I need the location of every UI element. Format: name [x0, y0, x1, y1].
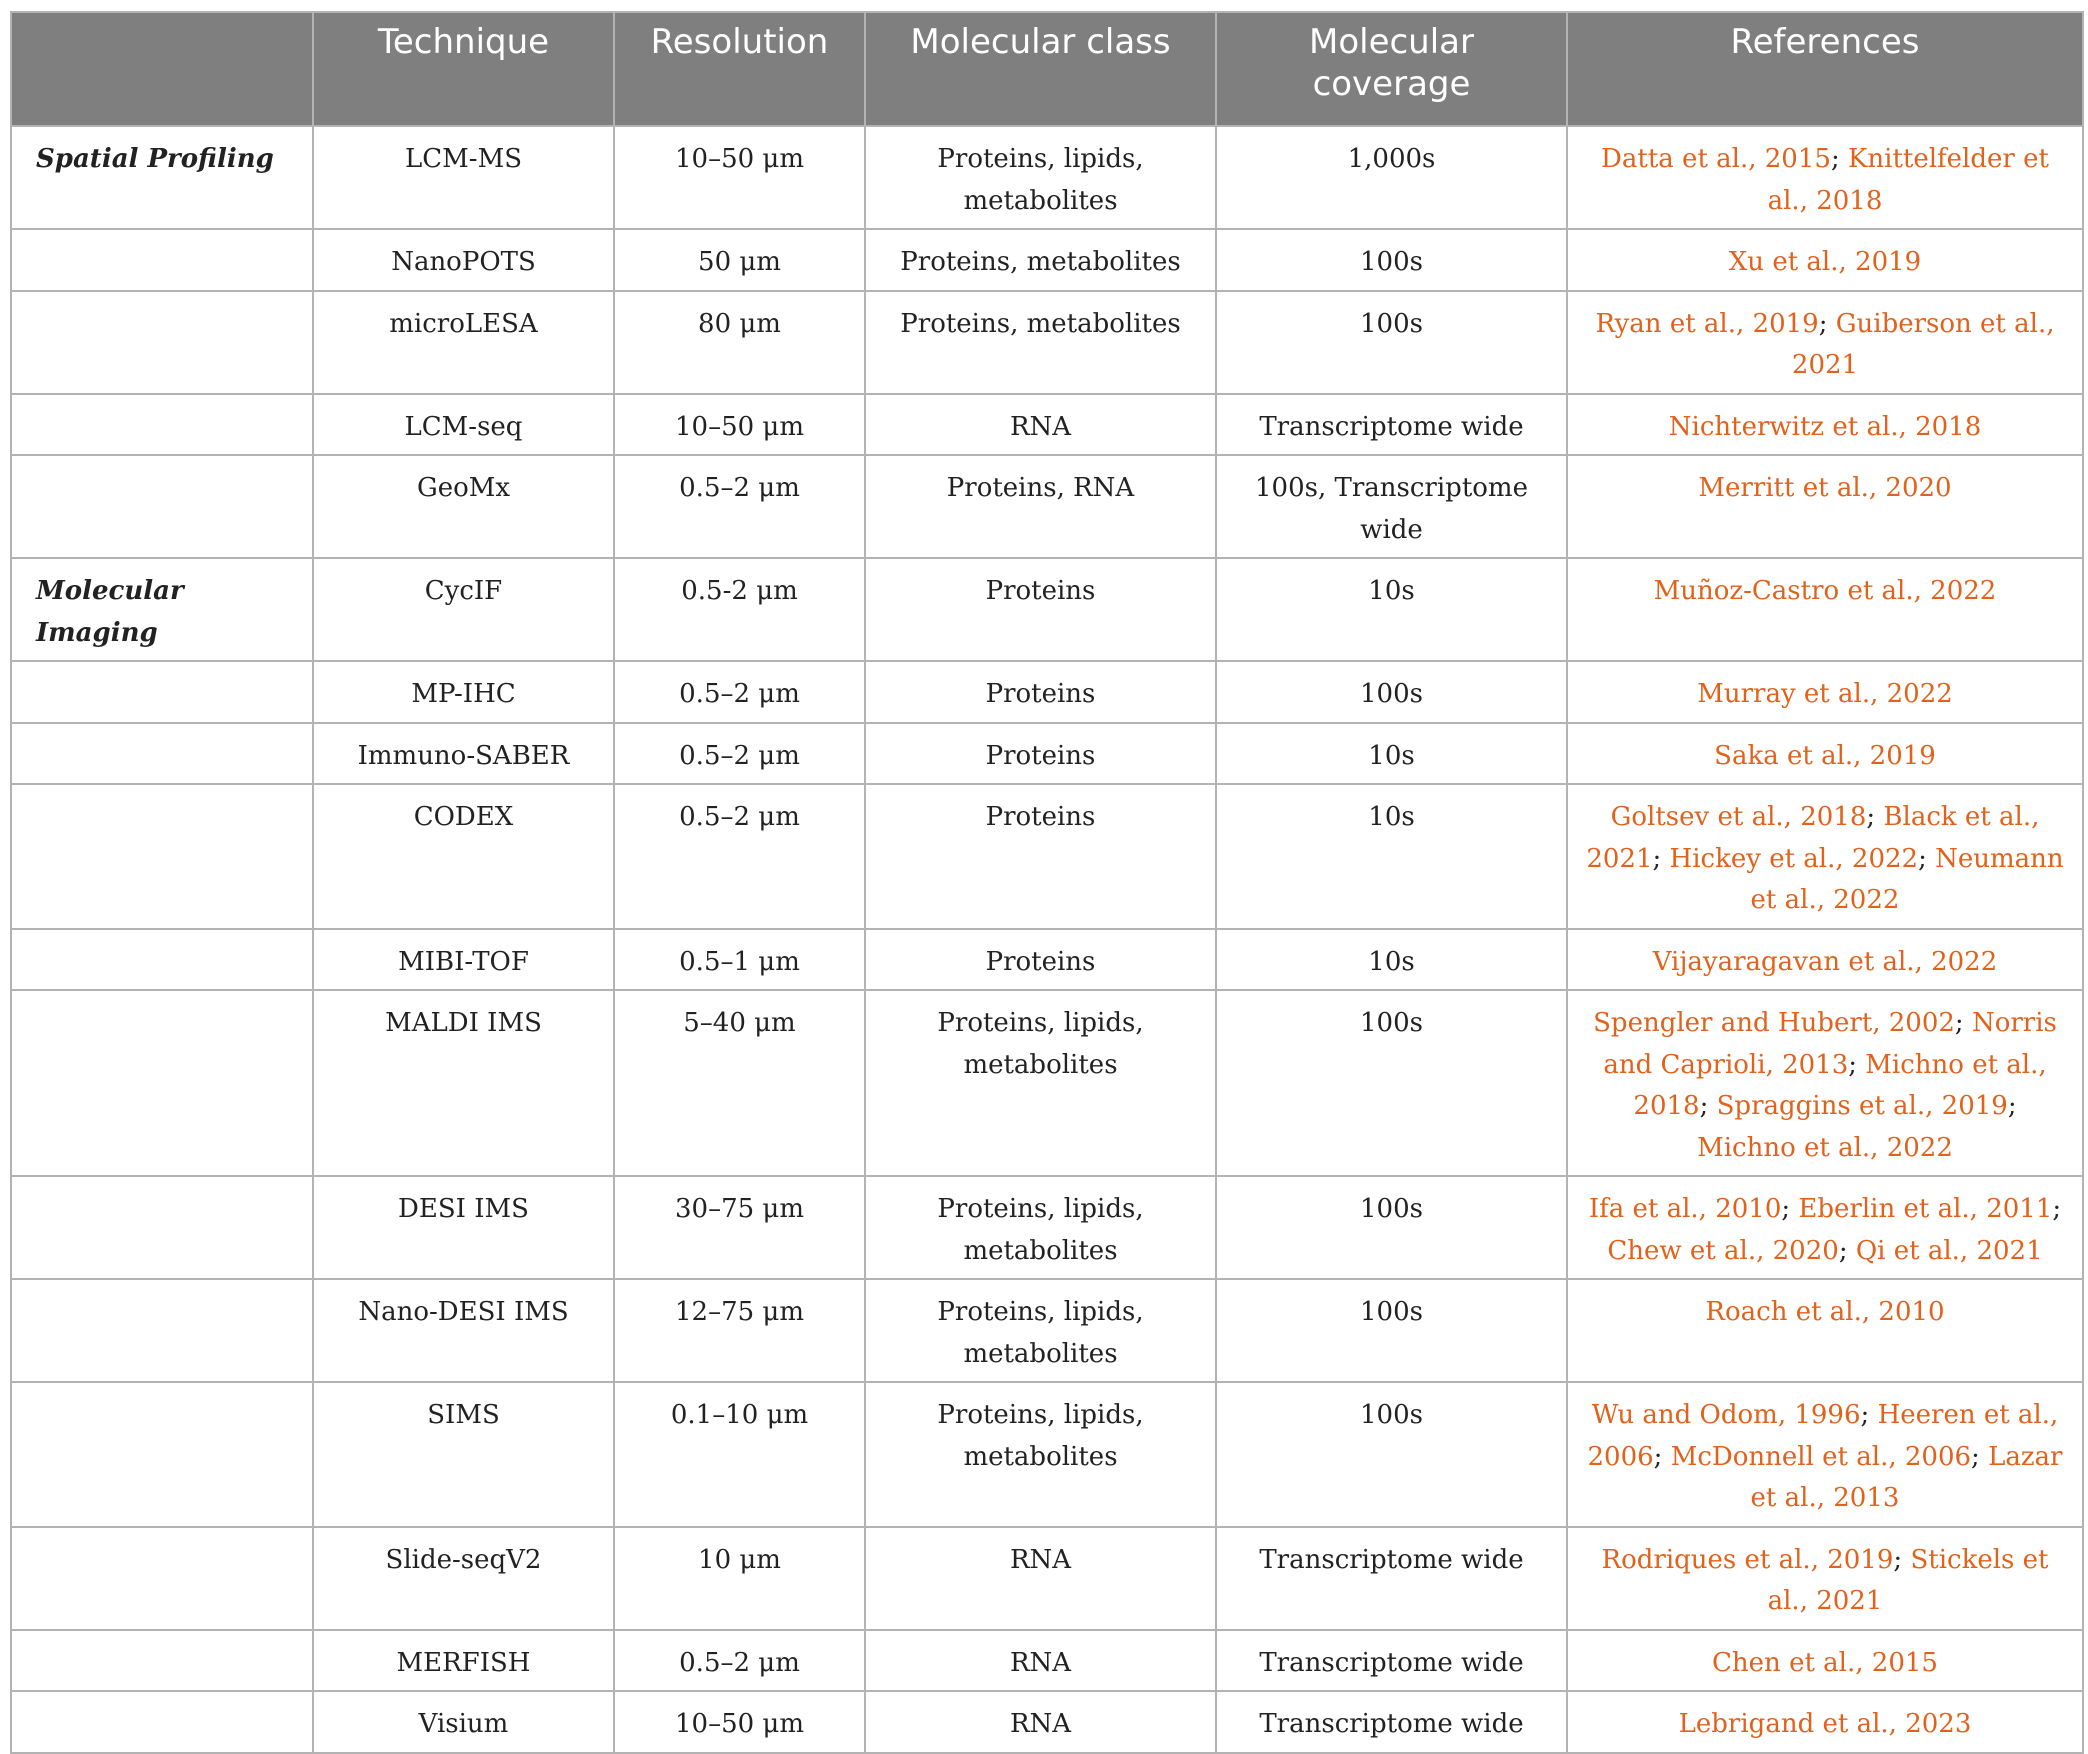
- resolution-cell: 0.5-2 μm: [614, 558, 865, 661]
- table-row: [11, 929, 2083, 991]
- technique-cell: DESI IMS: [313, 1176, 614, 1279]
- reference-link[interactable]: Neumann et al., 2022: [1750, 843, 2064, 915]
- reference-link[interactable]: Spraggins et al., 2019: [1716, 1091, 2008, 1121]
- section-cell: [11, 1630, 313, 1692]
- reference-link[interactable]: Datta et al., 2015: [1601, 144, 1831, 174]
- coverage-cell: 1,000s: [1216, 126, 1567, 229]
- molecular-class-cell: Proteins, lipids, metabolites: [865, 1382, 1216, 1527]
- coverage-cell: Transcriptome wide: [1216, 1630, 1567, 1692]
- technique-cell: Immuno-SABER: [313, 723, 614, 785]
- resolution-cell: 50 μm: [614, 229, 865, 291]
- references-cell: [1567, 784, 2083, 929]
- resolution-cell: 30–75 μm: [614, 1176, 865, 1279]
- references-cell: [1567, 1691, 2083, 1753]
- technique-cell: CODEX: [313, 784, 614, 929]
- references-cell: [1567, 1176, 2083, 1279]
- reference-link[interactable]: Wu and Odom, 1996: [1591, 1400, 1861, 1430]
- section-cell: [11, 1691, 313, 1753]
- resolution-cell: 0.5–2 μm: [614, 723, 865, 785]
- reference-separator: ;: [1954, 1008, 1972, 1038]
- reference-link[interactable]: Goltsev et al., 2018: [1610, 802, 1867, 832]
- molecular-class-cell: Proteins, metabolites: [865, 291, 1216, 394]
- technique-cell: LCM-MS: [313, 126, 614, 229]
- resolution-cell: 12–75 μm: [614, 1279, 865, 1382]
- technique-cell: microLESA: [313, 291, 614, 394]
- references-cell: [1567, 126, 2083, 229]
- reference-separator: ;: [1781, 1194, 1799, 1224]
- coverage-cell: 10s: [1216, 723, 1567, 785]
- resolution-cell: 10–50 μm: [614, 394, 865, 456]
- resolution-cell: 5–40 μm: [614, 990, 865, 1176]
- table-row: [11, 1527, 2083, 1630]
- reference-separator: ;: [1893, 1544, 1911, 1575]
- resolution-cell: 0.5–2 μm: [614, 1630, 865, 1692]
- table-row: [11, 126, 2083, 229]
- technique-cell: LCM-seq: [313, 394, 614, 456]
- reference-link[interactable]: Qi et al., 2021: [1855, 1235, 2043, 1266]
- table-row: [11, 661, 2083, 723]
- table-row: [11, 784, 2083, 929]
- reference-link[interactable]: McDonnell et al., 2006: [1670, 1441, 1972, 1472]
- coverage-cell: Transcriptome wide: [1216, 1527, 1567, 1630]
- reference-separator: ;: [2007, 1091, 2017, 1121]
- table-header: [11, 12, 2083, 126]
- coverage-cell: Transcriptome wide: [1216, 1691, 1567, 1753]
- resolution-cell: 0.5–2 μm: [614, 661, 865, 723]
- section-cell: [11, 723, 313, 785]
- techniques-table: [10, 11, 2084, 1754]
- technique-cell: MP-IHC: [313, 661, 614, 723]
- table-body: [11, 126, 2083, 1753]
- references-cell: [1567, 291, 2083, 394]
- technique-cell: Nano-DESI IMS: [313, 1279, 614, 1382]
- section-cell: [11, 1176, 313, 1279]
- reference-link[interactable]: Xu et al., 2019: [1728, 247, 1922, 277]
- technique-cell: GeoMx: [313, 455, 614, 558]
- reference-link[interactable]: Saka et al., 2019: [1714, 740, 1936, 771]
- resolution-cell: 80 μm: [614, 291, 865, 394]
- section-cell: [11, 661, 313, 723]
- technique-cell: Slide-seqV2: [313, 1527, 614, 1630]
- section-cell: [11, 784, 313, 929]
- reference-link[interactable]: Knittelfelder et al., 2018: [1767, 144, 2049, 216]
- table-row: [11, 394, 2083, 456]
- technique-cell: MIBI-TOF: [313, 929, 614, 991]
- table-row: [11, 291, 2083, 394]
- resolution-cell: 0.5–1 μm: [614, 929, 865, 991]
- reference-separator: ;: [1860, 1400, 1878, 1430]
- coverage-cell: 100s: [1216, 661, 1567, 723]
- technique-cell: MERFISH: [313, 1630, 614, 1692]
- references-cell: [1567, 394, 2083, 456]
- header-technique: Technique: [313, 12, 614, 126]
- references-cell: [1567, 1630, 2083, 1692]
- reference-separator: ;: [1838, 1235, 1856, 1266]
- coverage-cell: 100s: [1216, 229, 1567, 291]
- references-cell: [1567, 723, 2083, 785]
- reference-link[interactable]: Chen et al., 2015: [1712, 1647, 1938, 1678]
- coverage-cell: 100s: [1216, 990, 1567, 1176]
- reference-separator: ;: [1653, 1441, 1671, 1472]
- table-row: [11, 1382, 2083, 1527]
- reference-link[interactable]: Spengler and Hubert, 2002: [1593, 1008, 1955, 1038]
- reference-link[interactable]: Norris and Caprioli, 2013: [1603, 1008, 2057, 1080]
- coverage-cell: Transcriptome wide: [1216, 394, 1567, 456]
- table-row: [11, 229, 2083, 291]
- technique-cell: CycIF: [313, 558, 614, 661]
- header-row: [11, 12, 2083, 126]
- molecular-class-cell: Proteins: [865, 558, 1216, 661]
- resolution-cell: 0.5–2 μm: [614, 455, 865, 558]
- reference-link[interactable]: Merritt et al., 2020: [1698, 473, 1952, 503]
- coverage-cell: 100s: [1216, 1279, 1567, 1382]
- molecular-class-cell: Proteins: [865, 723, 1216, 785]
- table-row: [11, 558, 2083, 661]
- resolution-cell: 0.1–10 μm: [614, 1382, 865, 1527]
- section-cell: [11, 291, 313, 394]
- molecular-class-cell: Proteins: [865, 661, 1216, 723]
- section-cell: [11, 1527, 313, 1630]
- molecular-class-cell: Proteins: [865, 784, 1216, 929]
- molecular-class-cell: RNA: [865, 1630, 1216, 1692]
- header-molecular-class: Molecular class: [865, 12, 1216, 126]
- section-cell: [11, 1279, 313, 1382]
- molecular-class-cell: Proteins, metabolites: [865, 229, 1216, 291]
- reference-link[interactable]: Lebrigand et al., 2023: [1678, 1709, 1972, 1739]
- reference-separator: ;: [1918, 843, 1936, 874]
- molecular-class-cell: Proteins, lipids, metabolites: [865, 1279, 1216, 1382]
- technique-cell: MALDI IMS: [313, 990, 614, 1176]
- reference-link[interactable]: Eberlin et al., 2011: [1798, 1194, 2053, 1224]
- reference-separator: ;: [1971, 1441, 1989, 1472]
- reference-link[interactable]: Lazar et al., 2013: [1750, 1441, 2063, 1513]
- reference-separator: ;: [2052, 1194, 2062, 1224]
- reference-link[interactable]: Stickels et al., 2021: [1767, 1544, 2049, 1616]
- reference-link[interactable]: Michno et al., 2018: [1633, 1049, 2047, 1121]
- references-cell: [1567, 229, 2083, 291]
- section-cell: [11, 1382, 313, 1527]
- molecular-class-cell: Proteins: [865, 929, 1216, 991]
- reference-link[interactable]: Vijayaragavan et al., 2022: [1652, 946, 1998, 977]
- reference-link[interactable]: Michno et al., 2022: [1697, 1132, 1953, 1163]
- table-row: [11, 1630, 2083, 1692]
- technique-cell: Visium: [313, 1691, 614, 1753]
- table-row: [11, 1691, 2083, 1753]
- molecular-class-cell: RNA: [865, 1691, 1216, 1753]
- table-row: [11, 990, 2083, 1176]
- references-cell: [1567, 1382, 2083, 1527]
- resolution-cell: 10–50 μm: [614, 1691, 865, 1753]
- section-cell: [11, 990, 313, 1176]
- section-cell: [11, 929, 313, 991]
- section-cell: [11, 455, 313, 558]
- reference-separator: ;: [1818, 308, 1836, 339]
- header-molecular-coverage: Molecular coverage: [1216, 12, 1567, 126]
- header-resolution: Resolution: [614, 12, 865, 126]
- table-container: [10, 11, 2082, 1754]
- molecular-class-cell: Proteins, RNA: [865, 455, 1216, 558]
- reference-link[interactable]: Rodriques et al., 2019: [1601, 1544, 1894, 1575]
- reference-separator: ;: [1848, 1049, 1866, 1080]
- references-cell: [1567, 990, 2083, 1176]
- table-row: [11, 1176, 2083, 1279]
- technique-cell: NanoPOTS: [313, 229, 614, 291]
- reference-link[interactable]: Roach et al., 2010: [1705, 1297, 1945, 1327]
- reference-link[interactable]: Chew et al., 2020: [1607, 1235, 1839, 1266]
- coverage-cell: 100s: [1216, 1176, 1567, 1279]
- reference-link[interactable]: Ryan et al., 2019: [1595, 308, 1819, 339]
- coverage-cell: 100s: [1216, 291, 1567, 394]
- molecular-class-cell: Proteins, lipids, metabolites: [865, 990, 1216, 1176]
- coverage-cell: 100s: [1216, 1382, 1567, 1527]
- header-section: [11, 12, 313, 126]
- reference-link[interactable]: Heeren et al., 2006: [1587, 1400, 2059, 1472]
- resolution-cell: 0.5–2 μm: [614, 784, 865, 929]
- coverage-cell: 10s: [1216, 558, 1567, 661]
- section-cell: [11, 394, 313, 456]
- reference-link[interactable]: Hickey et al., 2022: [1669, 843, 1919, 874]
- reference-link[interactable]: Guiberson et al., 2021: [1791, 308, 2055, 380]
- table-row: [11, 455, 2083, 558]
- reference-link[interactable]: Muñoz-Castro et al., 2022: [1653, 576, 1997, 606]
- coverage-cell: 10s: [1216, 929, 1567, 991]
- references-cell: [1567, 558, 2083, 661]
- molecular-class-cell: Proteins, lipids, metabolites: [865, 126, 1216, 229]
- reference-link[interactable]: Ifa et al., 2010: [1588, 1194, 1782, 1224]
- reference-separator: ;: [1652, 843, 1670, 874]
- molecular-class-cell: RNA: [865, 1527, 1216, 1630]
- references-cell: [1567, 929, 2083, 991]
- header-references: References: [1567, 12, 2083, 126]
- coverage-cell: 10s: [1216, 784, 1567, 929]
- reference-separator: ;: [1699, 1091, 1717, 1121]
- coverage-cell: 100s, Transcriptome wide: [1216, 455, 1567, 558]
- reference-link[interactable]: Nichterwitz et al., 2018: [1668, 411, 1982, 442]
- resolution-cell: 10–50 μm: [614, 126, 865, 229]
- resolution-cell: 10 μm: [614, 1527, 865, 1630]
- reference-separator: ;: [1866, 802, 1884, 832]
- references-cell: [1567, 661, 2083, 723]
- reference-link[interactable]: Murray et al., 2022: [1697, 679, 1953, 709]
- section-cell: Spatial Profiling: [11, 126, 313, 229]
- reference-separator: ;: [1830, 144, 1848, 174]
- molecular-class-cell: RNA: [865, 394, 1216, 456]
- molecular-class-cell: Proteins, lipids, metabolites: [865, 1176, 1216, 1279]
- table-row: [11, 723, 2083, 785]
- section-cell: [11, 229, 313, 291]
- references-cell: [1567, 1527, 2083, 1630]
- table-row: [11, 1279, 2083, 1382]
- references-cell: [1567, 1279, 2083, 1382]
- reference-link[interactable]: Black et al., 2021: [1586, 802, 2040, 874]
- section-cell: Molecular Imaging: [11, 558, 313, 661]
- technique-cell: SIMS: [313, 1382, 614, 1527]
- references-cell: [1567, 455, 2083, 558]
